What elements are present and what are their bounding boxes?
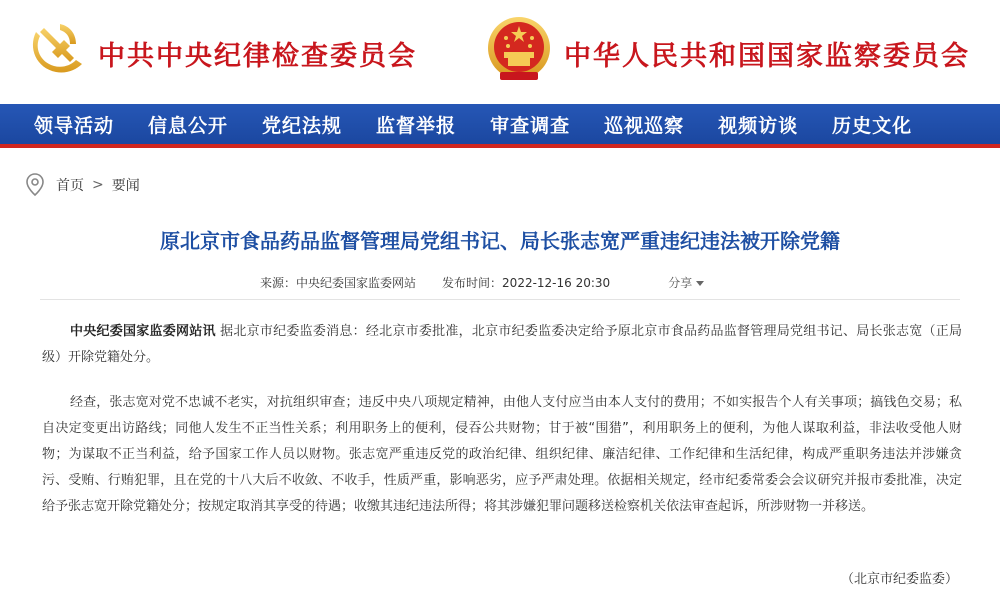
article-paragraph-1	[42, 319, 962, 371]
meta-divider	[40, 299, 960, 300]
article-paragraph-2: 经查，张志宽对党不忠诚不老实，对抗组织审查；违反中央八项规定精神，由他人支付应当由本人支付的费用；不如实报告个人有关事项；搞钱色交易；私自决定变更出访路线；同他人发生不正当性关系；利用职务上的便利，侵吞公共财物；甘于被“围猎”，利用职务上的便利，为他人谋取利益，非法收受他人财物；为谋取不正当利益，给予国家工作人员以财物。张志宽严重违反党的政治纪律、组织纪律、廉洁纪律、工作纪律和生活纪律，构成严重职务违法并涉嫌贪污、受贿、行贿犯罪，且在党的十八大后不收敛、不收手，性质严重，影响恶劣，应予严肃处理。依据相关规定，经市纪委常委会会议研究并报市委批准，决定给予张志宽开除党籍处分；按规定取消其享受的待遇；收缴其违纪违法所得；将其涉嫌犯罪问题移送检察机关依法审查起诉，所涉财物一并移送。	[42, 395, 962, 514]
nav-item-history-culture[interactable]: 历史文化	[832, 114, 913, 137]
lead-source: 中央纪委国家监委网站讯	[70, 324, 216, 339]
location-pin-icon	[24, 172, 46, 198]
article-signature: （北京市纪委监委）	[840, 572, 958, 587]
breadcrumb-current[interactable]: 要闻	[111, 178, 140, 194]
article-title: 原北京市食品药品监督管理局党组书记、局长张志宽严重违纪违法被开除党籍	[160, 229, 840, 253]
publish-time-value: 2022-12-16 20:30	[502, 275, 611, 290]
chevron-down-icon	[696, 281, 704, 286]
nav-item-party-rules[interactable]: 党纪法规	[262, 114, 343, 137]
site-header	[0, 0, 1000, 104]
nav-item-investigation[interactable]: 审查调查	[490, 114, 571, 137]
article-meta	[260, 274, 704, 291]
breadcrumb-separator: >	[92, 177, 104, 193]
source-value: 中央纪委国家监委网站	[296, 276, 417, 290]
nav-red-stripe	[0, 144, 1000, 148]
nav-item-video-interview[interactable]: 视频访谈	[718, 114, 799, 137]
main-nav	[0, 104, 1000, 144]
nav-item-info-disclosure[interactable]: 信息公开	[148, 114, 229, 137]
party-emblem-icon	[26, 18, 86, 78]
breadcrumb-home-link[interactable]: 首页	[56, 178, 84, 194]
nav-item-leadership[interactable]: 领导活动	[34, 114, 115, 137]
nsc-site-title[interactable]: 中华人民共和国国家监察委员会	[564, 41, 970, 72]
publish-time-label: 发布时间：	[442, 276, 503, 290]
nav-item-supervision-report[interactable]: 监督举报	[376, 114, 457, 137]
source-label: 来源：	[260, 276, 297, 290]
share-label: 分享	[668, 276, 693, 290]
paragraph-1-text: 据北京市纪委监委消息：经北京市委批准，北京市纪委监委决定给予原北京市食品药品监督管理局党组书记、局长张志宽（正局级）开除党籍处分。	[42, 324, 962, 365]
breadcrumb	[24, 172, 140, 198]
national-emblem-icon	[486, 14, 552, 84]
share-button[interactable]	[668, 274, 704, 291]
nav-item-inspection[interactable]: 巡视巡察	[604, 114, 685, 137]
cdi-site-title[interactable]: 中共中央纪律检查委员会	[98, 41, 417, 72]
